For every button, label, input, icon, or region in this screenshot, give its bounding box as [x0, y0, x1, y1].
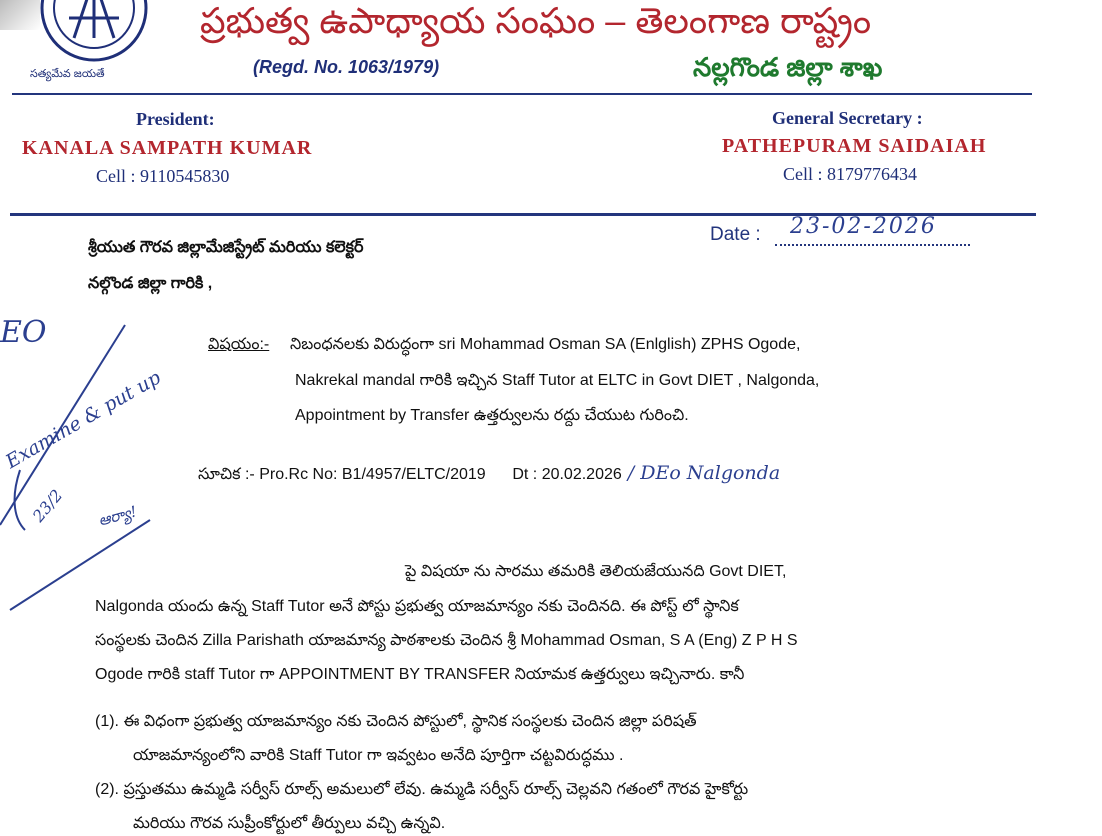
body-line-4: Ogode గారికి staff Tutor గా APPOINTMENT BY TRANSFER నియామక ఉత్తర్వులు ఇచ్చినారు. కానీ: [95, 666, 745, 683]
initials-date: 23/2: [28, 485, 67, 526]
subject-line-3: Appointment by Transfer ఉత్తర్వులను రద్దు చేయుట గురించి.: [295, 407, 689, 424]
subject-line-1: నిబంధనలకు విరుద్ధంగా sri Mohammad Osman SA (Enlglish) ZPHS Ogode,: [290, 336, 801, 353]
reference-row: [198, 462, 780, 487]
president-cell: Cell : 9110545830: [96, 166, 230, 186]
registration-number: (Regd. No. 1063/1979): [253, 57, 440, 77]
subject-label: విషయం:-: [208, 336, 270, 353]
motto: సత్యమేవ జయతే: [30, 68, 105, 80]
secretary-cell: Cell : 8179776434: [783, 164, 917, 184]
point-2: (2). ప్రస్తుతము ఉమ్మడి సర్వీస్ రూల్స్ అమలులో లేవు. ఉమ్మడి సర్వీస్ రూల్స్ చెల్లవని గతంలో గౌరవ హైకోర్టు: [95, 781, 749, 798]
point-2-cont: మరియు గౌరవ సుప్రీంకోర్టులో తీర్పులు వచ్చి ఉన్నవి.: [133, 815, 446, 832]
point-1: (1). ఈ విధంగా ప్రభుత్వ యాజమాన్యం నకు చెందిన పోస్టులో, స్థానిక సంస్థలకు చెందిన జిల్లా పరిషత్: [95, 713, 697, 730]
body-line-2: Nalgonda యందు ఉన్న Staff Tutor అనే పోస్టు ప్రభుత్వ యాజమాన్యం నకు చెందినది. ఈ పోస్ట్ లో స్థానిక: [95, 598, 739, 615]
point-1-cont: యాజమాన్యంలోని వారికి Staff Tutor గా ఇవ్వటం అనేది పూర్తిగా చట్టవిరుద్ధము .: [133, 747, 624, 764]
margin-note-examine: Examine & put up: [2, 366, 165, 474]
secretary-name: PATHEPURAM SAIDAIAH: [722, 135, 987, 157]
addressee-line-2: నల్గొండ జిల్లా గారికి ,: [88, 275, 213, 292]
subject-line-2: Nakrekal mandal గారికి ఇచ్చిన Staff Tutor at ELTC in Govt DIET , Nalgonda,: [295, 372, 820, 389]
addressee-line-1: శ్రీయుత గౌరవ జిల్లామేజిస్ట్రేట్ మరియు కలెక్టర్: [88, 239, 364, 256]
org-title: ప్రభుత్వ ఉపాధ్యాయ సంఘం – తెలంగాణ రాష్ట్రం: [200, 0, 872, 41]
president-role: President:: [136, 109, 215, 129]
date-line: [775, 244, 970, 246]
reference-handwritten: / DEo Nalgonda: [627, 462, 781, 484]
body-line-3: సంస్థలకు చెందిన Zilla Parishath యాజమాన్య పాఠశాలకు చెందిన శ్రీ Mohammad Osman, S A (Eng) Z P H S: [95, 632, 798, 649]
secretary-role: General Secretary :: [772, 108, 923, 128]
header-divider: [12, 93, 1032, 95]
president-name: KANALA SAMPATH KUMAR: [22, 137, 313, 159]
reference: సూచిక :- Pro.Rc No: B1/4957/ELTC/2019 Dt : 20.02.2026: [198, 466, 622, 483]
margin-strokes: [0, 310, 210, 620]
margin-note-arya: ఆర్యా!: [96, 502, 139, 530]
paper-fold: [0, 0, 40, 30]
date-value: 23-02-2026: [790, 214, 937, 239]
date-label: Date :: [710, 224, 761, 245]
margin-note-eo: EO: [0, 315, 47, 350]
district-branch: నల్లగొండ జిల్లా శాఖ: [693, 52, 883, 82]
union-logo: [34, 0, 154, 66]
body-line-1: పై విషయా ను సారము తమరికి తెలియజేయునది Govt DIET,: [405, 563, 787, 580]
